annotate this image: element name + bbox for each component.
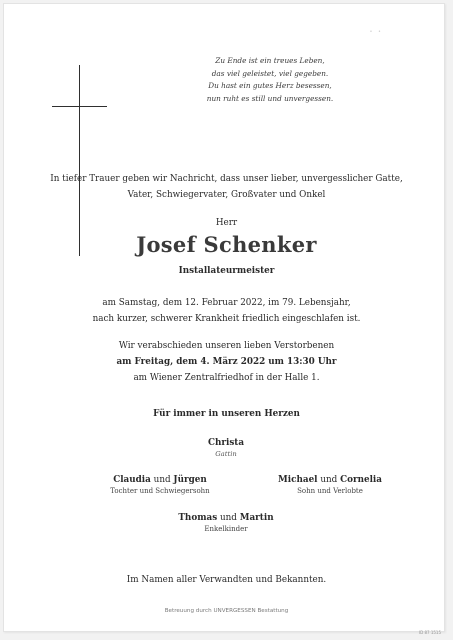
death-line: am Samstag, dem 12. Februar 2022, im 79. Lebensjahr, — [102, 298, 351, 308]
poem-line: Zu Ende ist ein treues Leben, — [215, 56, 325, 65]
mourner-name: Cornelia — [340, 475, 382, 485]
intro-line: In tiefer Trauer geben wir Nachricht, dass unser lieber, unvergesslicher Gatte, — [50, 174, 403, 184]
funeral-info — [0, 338, 453, 386]
mourner-and: und — [153, 475, 171, 485]
mourner-relation: Enkelkinder — [204, 525, 248, 533]
cross-icon-horizontal — [52, 106, 107, 107]
poem — [170, 55, 370, 105]
profession: Installateurmeister — [178, 266, 275, 276]
mourner-relation: Sohn und Verlobte — [297, 487, 363, 495]
announcement-intro — [0, 171, 453, 203]
intro-line: Vater, Schwiegervater, Großvater und Onkel — [127, 190, 326, 200]
mourner-and: und — [219, 513, 237, 523]
document-code: ID 87 1515 — [418, 630, 441, 635]
funeral-location: am Wiener Zentralfriedhof in der Halle 1. — [133, 373, 320, 383]
mourner-relation: Gattin — [215, 450, 237, 458]
mourner-thomas-martin — [176, 512, 276, 535]
mourner-relation: Tochter und Schwiegersohn — [110, 487, 210, 495]
poem-line: nun ruht es still und unvergessen. — [206, 93, 334, 103]
mourner-michael-cornelia — [270, 474, 390, 497]
mourner-name: Christa — [207, 438, 245, 448]
poem-line: Du hast ein gutes Herz besessen, — [208, 81, 332, 90]
mourner-name: Jürgen — [173, 475, 207, 485]
mourner-name: Martin — [239, 513, 274, 523]
deceased-name: Josef Schenker — [136, 232, 317, 257]
funeral-date: am Freitag, dem 4. März 2022 um 13:30 Uhr — [116, 357, 337, 367]
footer-note: Im Namen aller Verwandten und Bekannten. — [126, 575, 327, 585]
mourner-and: und — [320, 475, 338, 485]
funeral-home-credit: Betreuung durch UNVERGESSEN Bestattung — [164, 608, 289, 614]
mourner-name: Thomas — [178, 513, 218, 523]
funeral-line: Wir verabschieden unseren lieben Verstorbenen — [118, 341, 335, 351]
death-line: nach kurzer, schwerer Krankheit friedlich eingeschlafen ist. — [92, 314, 361, 324]
salutation: Herr — [215, 218, 238, 228]
mourner-claudia-juergen — [100, 474, 220, 497]
poem-line: das viel geleistet, viel gegeben. — [211, 68, 329, 78]
corner-mark: • • — [369, 29, 383, 35]
closing-heading: Für immer in unseren Herzen — [153, 409, 300, 419]
mourner-christa — [176, 437, 276, 459]
mourner-name: Michael — [278, 475, 318, 485]
mourner-name: Claudia — [113, 475, 151, 485]
death-notice — [0, 295, 453, 327]
